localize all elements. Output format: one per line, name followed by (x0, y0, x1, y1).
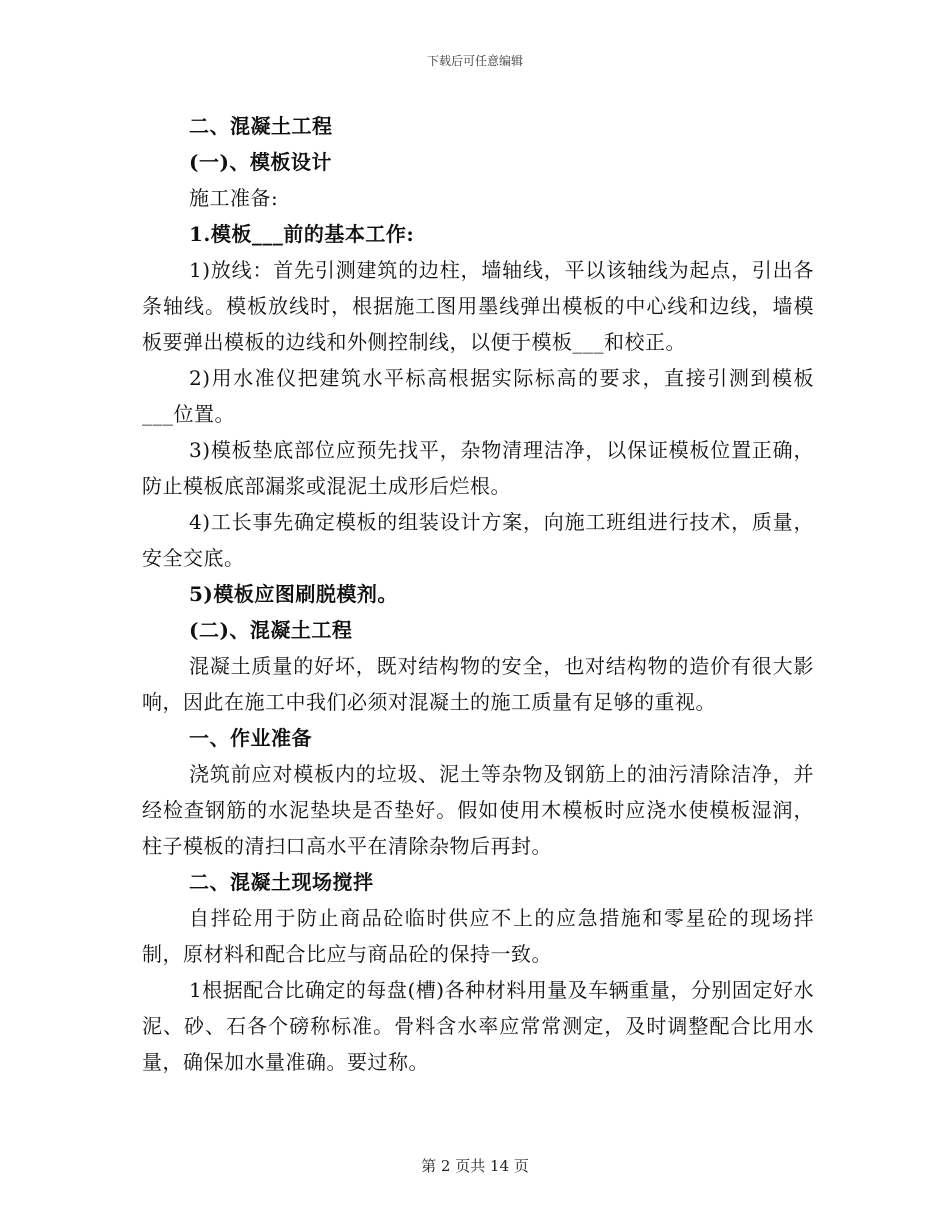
section-heading: 二、混凝土现场搅拌 (189, 870, 374, 894)
paragraph: 浇筑前应对模板内的垃圾、泥土等杂物及钢筋上的油污清除洁净，并经检查钢筋的水泥垫块是否垫好。假如使用木模板时应浇水使模板湿润，柱子模板的清扫口高水平在清除杂物后再封。 (142, 762, 814, 858)
section-heading: 一、作业准备 (189, 726, 312, 750)
subsection-heading: 1.模板___前的基本工作: (189, 222, 415, 246)
paragraph: 混凝土质量的好坏，既对结构物的安全，也对结构物的造价有很大影响，因此在施工中我们必须对混凝土的施工质量有足够的重视。 (142, 654, 814, 714)
paragraph: 3)模板垫底部位应预先找平，杂物清理洁净，以保证模板位置正确，防止模板底部漏浆或混泥土成形后烂根。 (142, 438, 814, 498)
paragraph: 2)用水准仪把建筑水平标高根据实际标高的要求，直接引测到模板___位置。 (142, 366, 814, 426)
document-body (142, 108, 814, 1080)
paragraph: 自拌砼用于防止商品砼临时供应不上的应急措施和零星砼的现场拌制，原材料和配合比应与商品砼的保持一致。 (142, 906, 814, 966)
subsection-heading: (二)、混凝土工程 (189, 618, 353, 642)
section-heading: 二、混凝土工程 (189, 114, 333, 138)
paragraph: 1)放线：首先引测建筑的边柱，墙轴线，平以该轴线为起点，引出各条轴线。模板放线时，根据施工图用墨线弹出模板的中心线和边线，墙模板要弹出模板的边线和外侧控制线，以便于模板___和校正。 (142, 258, 814, 354)
page-number: 第 2 页共 14 页 (421, 1157, 529, 1175)
paragraph: 施工准备: (189, 186, 279, 210)
paragraph: 4)工长事先确定模板的组装设计方案，向施工班组进行技术，质量，安全交底。 (142, 510, 814, 570)
page-header: 下载后可任意编辑 (426, 54, 523, 68)
subsection-heading: (一)、模板设计 (189, 150, 332, 174)
subsection-heading: 5)模板应图刷脱模剂。 (189, 582, 398, 606)
paragraph: 1根据配合比确定的每盘(槽)各种材料用量及车辆重量，分别固定好水泥、砂、石各个磅称标准。骨料含水率应常常测定，及时调整配合比用水量，确保加水量准确。要过称。 (142, 978, 814, 1074)
